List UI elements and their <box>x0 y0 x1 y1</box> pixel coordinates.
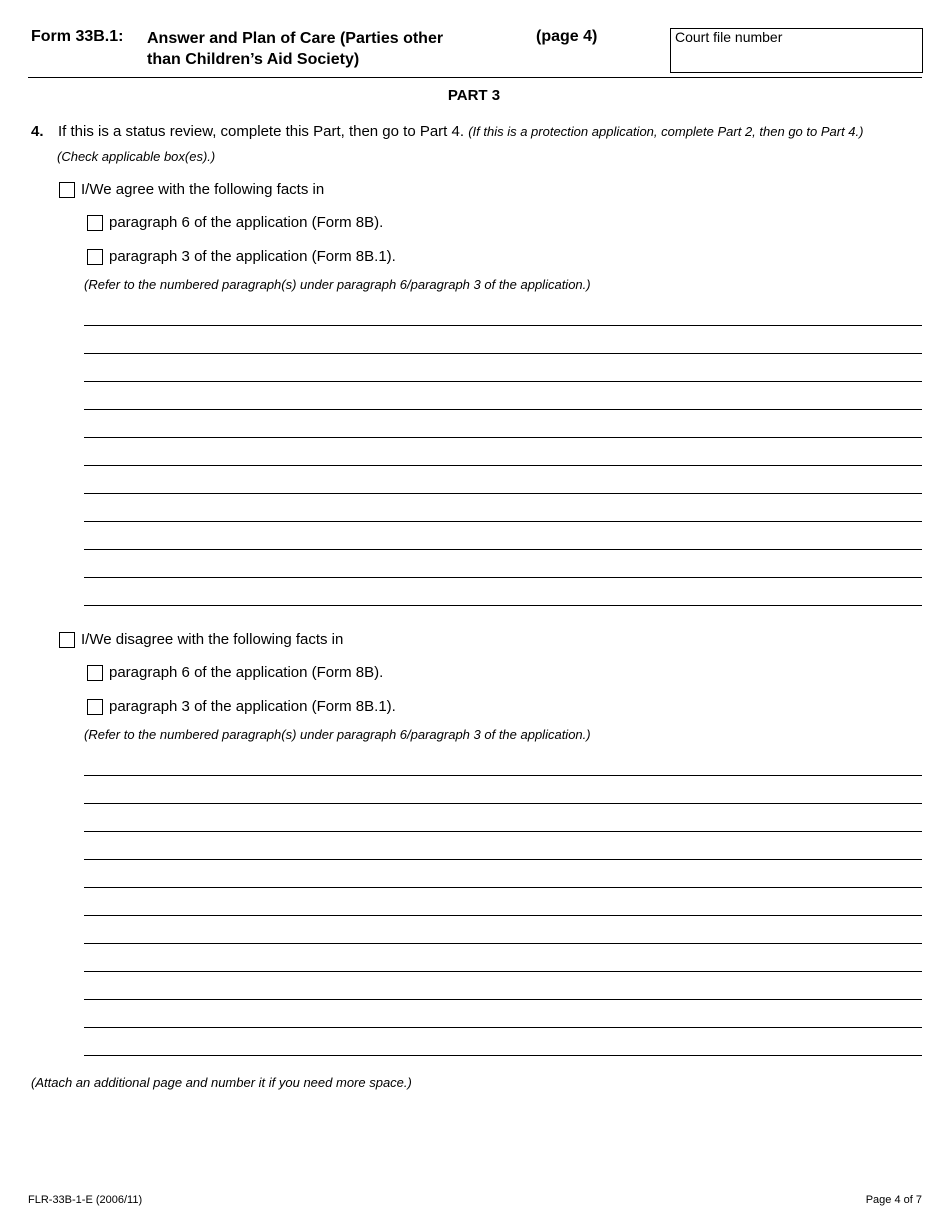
writing-line[interactable] <box>84 521 922 522</box>
writing-line[interactable] <box>84 605 922 606</box>
agree-form-8b-label: paragraph 6 of the application (Form 8B). <box>109 214 384 231</box>
disagree-facts-lines[interactable] <box>84 775 922 1083</box>
writing-line[interactable] <box>84 353 922 354</box>
part-title: PART 3 <box>447 87 501 104</box>
disagree-form-8b1-option[interactable] <box>87 698 396 715</box>
writing-line[interactable] <box>84 1027 922 1028</box>
writing-line[interactable] <box>84 549 922 550</box>
writing-line[interactable] <box>84 775 922 776</box>
writing-line[interactable] <box>84 381 922 382</box>
disagree-form-8b-option[interactable] <box>87 664 383 681</box>
agree-checkbox[interactable] <box>59 182 75 198</box>
agree-form-8b-checkbox[interactable] <box>87 215 103 231</box>
question-text <box>58 123 863 140</box>
disagree-form-8b-label: paragraph 6 of the application (Form 8B). <box>109 664 384 681</box>
agree-form-8b1-checkbox[interactable] <box>87 249 103 265</box>
court-file-number-field[interactable] <box>670 28 923 73</box>
disagree-checkbox[interactable] <box>59 632 75 648</box>
header-divider <box>28 77 922 78</box>
page-number: Page 4 of 7 <box>865 1194 922 1206</box>
writing-line[interactable] <box>84 493 922 494</box>
question-number: 4. <box>31 123 44 140</box>
agree-form-8b1-label: paragraph 3 of the application (Form 8B.1). <box>109 248 396 265</box>
writing-line[interactable] <box>84 887 922 888</box>
disagree-form-8b1-label: paragraph 3 of the application (Form 8B.1). <box>109 698 396 715</box>
disagree-option[interactable] <box>59 631 343 648</box>
form-title <box>147 28 507 70</box>
form-title-line1: Answer and Plan of Care (Parties other <box>147 30 444 47</box>
writing-line[interactable] <box>84 1055 922 1056</box>
agree-option[interactable] <box>59 181 324 198</box>
writing-line[interactable] <box>84 577 922 578</box>
disagree-refer-note: (Refer to the numbered paragraph(s) under paragraph 6/paragraph 3 of the application.) <box>84 727 591 742</box>
agree-facts-lines[interactable] <box>84 325 922 633</box>
writing-line[interactable] <box>84 409 922 410</box>
writing-line[interactable] <box>84 437 922 438</box>
writing-line[interactable] <box>84 325 922 326</box>
writing-line[interactable] <box>84 859 922 860</box>
writing-line[interactable] <box>84 943 922 944</box>
check-instruction: (Check applicable box(es).) <box>57 149 216 164</box>
form-code: FLR-33B-1-E (2006/11) <box>28 1194 143 1206</box>
agree-form-8b-option[interactable] <box>87 214 383 231</box>
writing-line[interactable] <box>84 465 922 466</box>
form-number: Form 33B.1: <box>31 28 124 45</box>
writing-line[interactable] <box>84 971 922 972</box>
disagree-form-8b-checkbox[interactable] <box>87 665 103 681</box>
writing-line[interactable] <box>84 831 922 832</box>
writing-line[interactable] <box>84 803 922 804</box>
page-indicator: (page 4) <box>536 28 598 45</box>
writing-line[interactable] <box>84 915 922 916</box>
attach-note: (Attach an additional page and number it if you need more space.) <box>31 1075 412 1090</box>
agree-label: I/We agree with the following facts in <box>81 181 325 198</box>
agree-form-8b1-option[interactable] <box>87 248 396 265</box>
question-main-text: If this is a status review, complete this Part, then go to Part 4. <box>58 123 465 140</box>
question-note: (If this is a protection application, complete Part 2, then go to Part 4.) <box>468 124 864 139</box>
writing-line[interactable] <box>84 999 922 1000</box>
disagree-label: I/We disagree with the following facts in <box>81 631 344 648</box>
court-file-number-label: Court file number <box>675 29 783 45</box>
form-title-line2: than Children’s Aid Society) <box>147 51 360 68</box>
agree-refer-note: (Refer to the numbered paragraph(s) under paragraph 6/paragraph 3 of the application.) <box>84 277 591 292</box>
disagree-form-8b1-checkbox[interactable] <box>87 699 103 715</box>
